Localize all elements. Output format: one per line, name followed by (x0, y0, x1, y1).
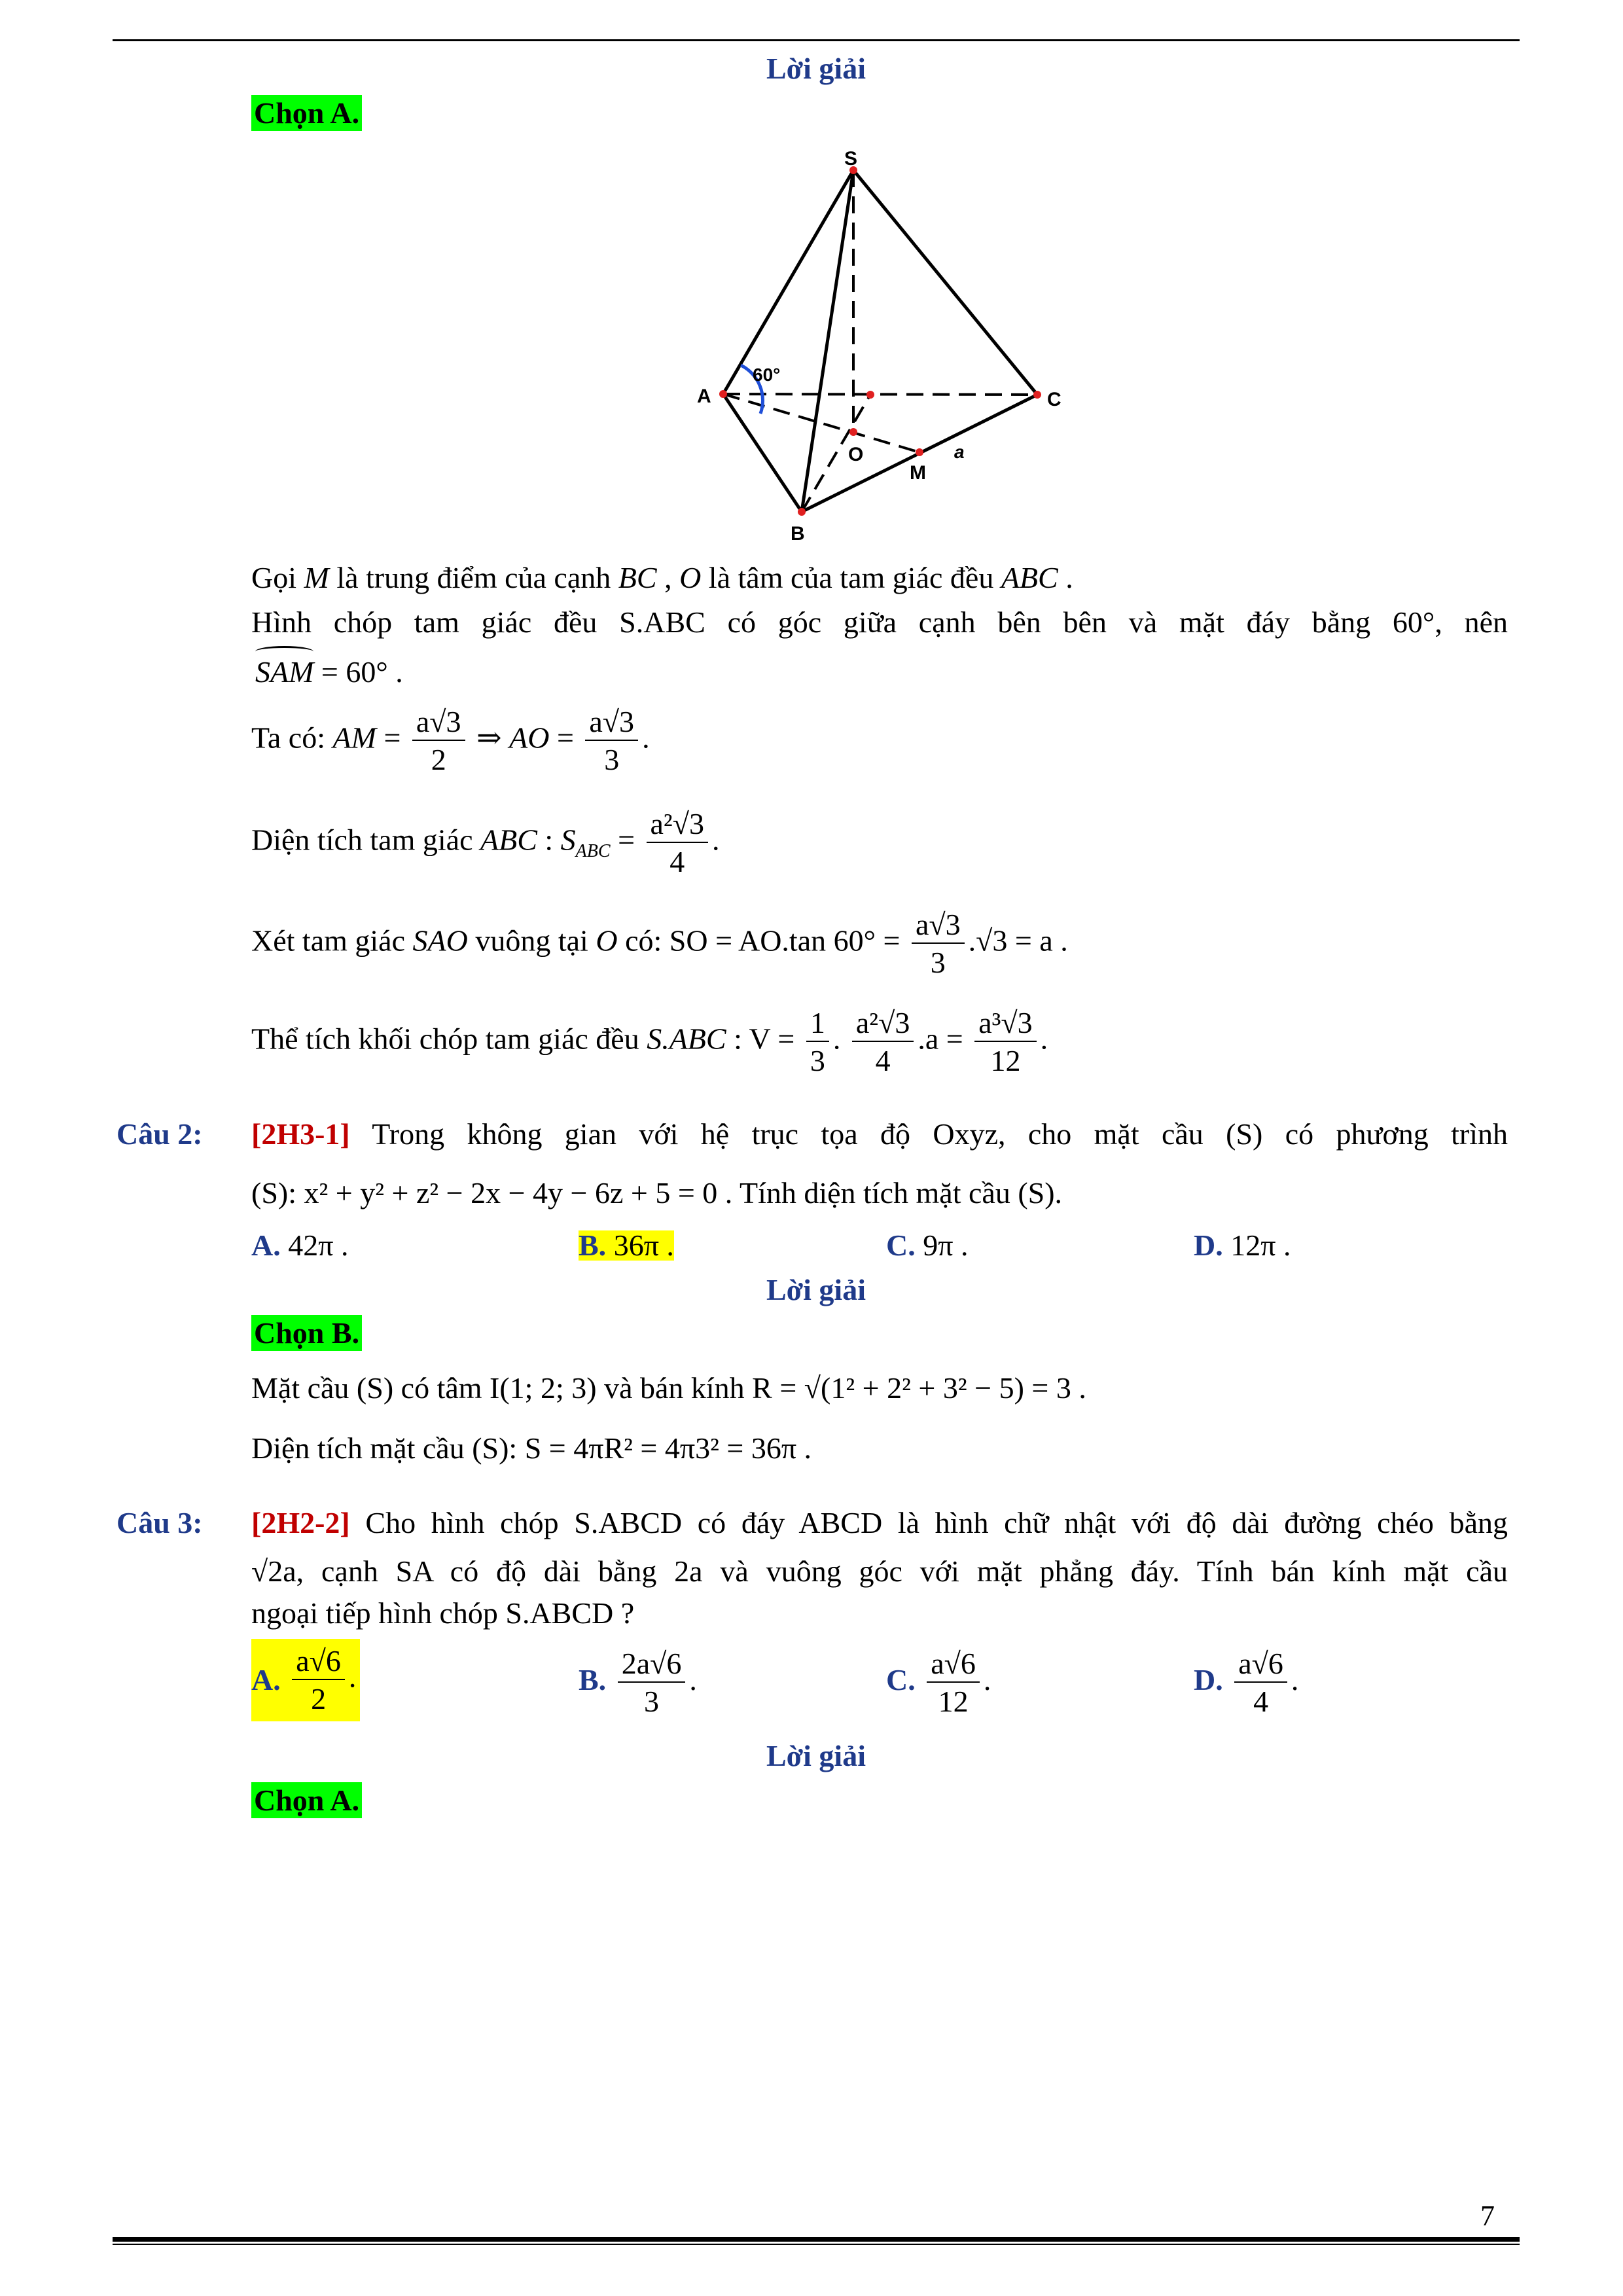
label-A: A (697, 386, 711, 407)
q3-option-c[interactable]: C. $\frac{a√6}{12}$ . (886, 1647, 991, 1719)
q3-option-d[interactable]: D. $\frac{a√6}{4}$ . (1194, 1647, 1299, 1719)
q2-solution-line2: Diện tích mặt cầu (S): S = 4πR² = 4π3² = 36π . (251, 1431, 812, 1465)
q2-option-b[interactable]: B. 36π . (579, 1229, 674, 1262)
q2-solution-line1: Mặt cầu (S) có tâm I(1; 2; 3) và bán kính R = √(1² + 2² + 3² − 5) = 3 . (251, 1371, 1086, 1405)
solution-heading-q3: Lời giải (766, 1739, 866, 1772)
question-3-text-line3: ngoại tiếp hình chóp S.ABCD ? (251, 1596, 635, 1630)
median-AM (723, 394, 919, 452)
question-3-text-line1: [2H2-2] Cho hình chóp S.ABCD có đáy ABCD là hình chữ nhật với độ dài đường chéo bằng (251, 1506, 1508, 1539)
question-3-text-line2: √2a, cạnh SA có độ dài bằng 2a và vuông góc với mặt phẳng đáy. Tính bán kính mặt cầu (251, 1554, 1508, 1588)
q3-option-a[interactable]: A. $\frac{a√6}{2}$ . (251, 1639, 360, 1721)
angle-SAM: SAM (255, 655, 313, 689)
q1-line7: Thể tích khối chóp tam giác đều S.ABC : V = $\frac{1}{3}$ . $\frac{\text{a²√3}}{4}$ .a = $\frac{\text{a³√3}}{12}$ . (251, 1006, 1048, 1077)
q1-line3: SAM = 60° . (255, 657, 403, 687)
q2-option-a[interactable]: A. 42π . (251, 1229, 349, 1262)
bottom-rule (113, 2237, 1520, 2242)
top-rule (113, 39, 1520, 41)
label-angle: 60° (753, 365, 781, 385)
q1-line4: Ta có: AM = $\frac{a√3}{2}$ ⇒ AO = $\frac{a√3}{3}$ . (251, 705, 650, 776)
page-number: 7 (1480, 2200, 1495, 2232)
edge-SC (853, 170, 1037, 395)
label-B: B (791, 523, 805, 545)
question-3-label: Câu 3: (116, 1506, 203, 1539)
bottom-rule-thin (113, 2244, 1520, 2245)
solution-heading-q2: Lời giải (766, 1273, 866, 1306)
q3-option-b[interactable]: B. $\frac{2a√6}{3}$ . (579, 1647, 697, 1719)
solution-heading-q1: Lời giải (766, 52, 866, 85)
q1-line5: Diện tích tam giác ABC : $S_{ABC}$ = $\frac{\text{a²√3}}{4}$ . (251, 807, 720, 878)
choice-badge-q3: Chọn A. (251, 1785, 362, 1816)
question-2-text-line1: [2H3-1] Trong không gian với hệ trục tọa độ Oxyz, cho mặt cầu (S) có phương trình (251, 1117, 1508, 1151)
q1-line1: Gọi M là trung điểm của cạnh BC , O là tâm của tam giác đều ABC . (251, 561, 1073, 594)
label-O: O (848, 444, 864, 465)
label-a: a (954, 442, 965, 462)
question-2-label: Câu 2: (116, 1117, 203, 1151)
edge-SB (802, 170, 853, 512)
edge-AC-hidden (723, 394, 1037, 395)
q2-option-d[interactable]: D. 12π . (1194, 1229, 1291, 1262)
label-C: C (1047, 389, 1061, 410)
edge-SA (723, 170, 853, 394)
q1-line6: Xét tam giác SAO vuông tại O có: SO = AO.tan 60° = $\frac{a√3}{3}$ .√3 = a . (251, 908, 1068, 979)
choice-badge-q1: Chọn A. (251, 98, 362, 128)
choice-badge-q2: Chọn B. (251, 1318, 362, 1348)
question-2-text-line2: (S): x² + y² + z² − 2x − 4y − 6z + 5 = 0 . Tính diện tích mặt cầu (S). (251, 1176, 1063, 1210)
q2-option-c[interactable]: C. 9π . (886, 1229, 969, 1262)
q1-line2: Hình chóp tam giác đều S.ABC có góc giữa cạnh bên bên và mặt đáy bằng 60°, nên (251, 605, 1508, 639)
label-S: S (844, 148, 858, 170)
pyramid-figure (681, 144, 1086, 550)
label-M: M (910, 462, 926, 484)
